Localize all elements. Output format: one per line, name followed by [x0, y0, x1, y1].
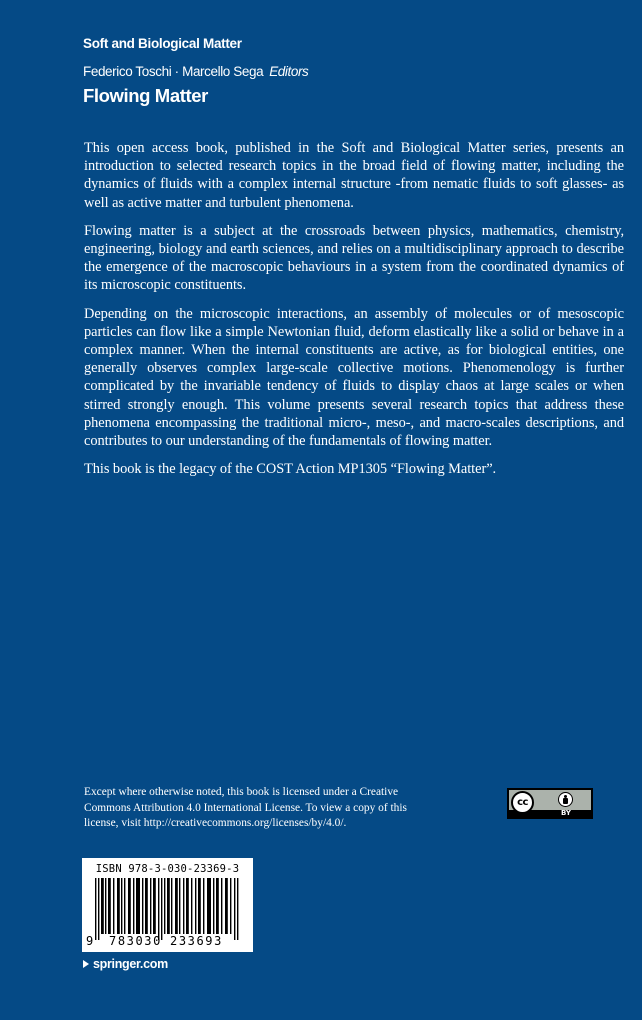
- blurb-paragraph: Flowing matter is a subject at the crossroads between physics, mathematics, chemistry, engineering, biology and earth sciences, and relies on a multidisciplinary approach to describe the emergence of the macroscopic behaviours in a system from the coordinated dynamics of its microscopic constituents.: [84, 222, 624, 294]
- blurb-paragraph: This book is the legacy of the COST Action MP1305 “Flowing Matter”.: [84, 461, 497, 478]
- cc-icon: cc: [511, 791, 534, 814]
- blurb-paragraph: Depending on the microscopic interactions, an assembly of molecules or of mesoscopic particles can flow like a simple Newtonian fluid, deform elastically like a solid or behave in a complex manner. When the internal constituents are active, as for biological entities, one generally observes complex large-scale collective motions. Phenomenology is further complicated by the invariable tendency of fluids to display chaos at large scales or when stirred strongly enough. This volume presents several research topics that address these phenomena encompassing the traditional micro-, meso-, and macro-scales descriptions, and contributes to our understanding of the fundamentals of flowing matter.: [84, 305, 624, 450]
- blurb: [84, 139, 624, 488]
- editors-role: Editors: [269, 64, 309, 79]
- springer-link[interactable]: [83, 957, 168, 971]
- editors-line: [83, 64, 308, 79]
- cc-by-badge[interactable]: [507, 788, 593, 819]
- series-title: Soft and Biological Matter: [83, 36, 242, 51]
- barcode-digits-right: 233693: [170, 934, 223, 948]
- springer-link-label: springer.com: [93, 957, 168, 971]
- license-text: Except where otherwise noted, this book is licensed under a Creative Commons Attribution 4.0 International License. To view a copy of this license, visit http://creativecommons.org/licenses/by/4.0/.: [84, 786, 407, 829]
- barcode-digit-first: 9: [86, 934, 94, 948]
- isbn-text: ISBN 978-3-030-23369-3: [95, 863, 240, 875]
- editors-names: Federico Toschi · Marcello Sega: [83, 64, 264, 79]
- play-arrow-icon: [83, 960, 89, 968]
- book-title: Flowing Matter: [83, 85, 208, 106]
- barcode-icon: [95, 878, 240, 940]
- attribution-person-icon: [558, 792, 573, 807]
- blurb-paragraph: This open access book, published in the Soft and Biological Matter series, presents an introduction to selected research topics in the broad field of flowing matter, including the dynamics of fluids with a complex internal structure -from nematic fluids to soft glasses- as well as active matter and turbulent phenomena.: [84, 140, 624, 211]
- barcode-digits-left: 783030: [109, 934, 162, 948]
- isbn-barcode: [82, 858, 253, 952]
- by-label: BY: [560, 809, 572, 817]
